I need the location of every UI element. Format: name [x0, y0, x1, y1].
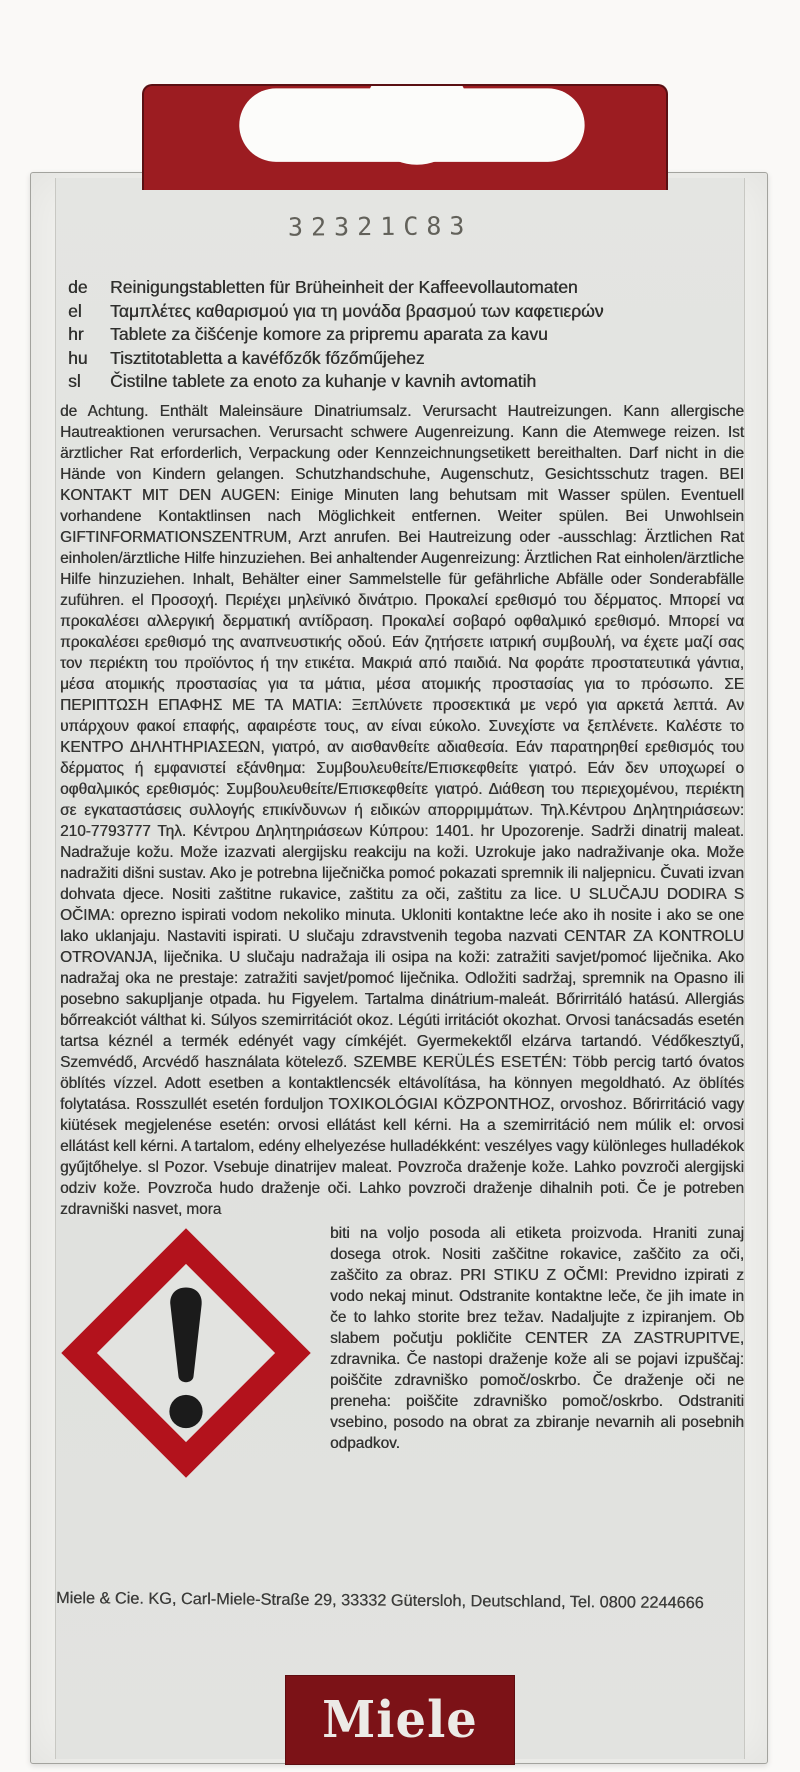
language-code: hr	[68, 324, 84, 344]
hazard-warning-text-continued: biti na voljo posoda ali etiketa proizvoda. Hraniti zunaj dosega otrok. Nositi zaščitne rokavice, zaščito za oči, zaščito za obraz. PRI STIKU Z OČMI: Previdno izpirati z vodo nekaj minut. Odstranite kontaktne leče, če jih imate in če to lahko storite brez težav. Nadaljujte z izpiranjem. Ob slabem počutju pokličite CENTER ZA ZASTRUPITVE, zdravnika. Če nastopi draženje kože ali se pojavi izpuščaj: poiščite zdravniško pomoč/oskrbo. Če draženje oči ne preneha: poiščite zdravniško pomoč/oskrbo. Odstraniti vsebino, posodo na obrat za zbiranje nevarnih ali posebnih odpadkov.	[330, 1225, 744, 1452]
language-code: el	[68, 300, 82, 321]
product-name: Tisztitotabletta a kavéfőzők főzőműjehez	[110, 347, 425, 368]
list-item	[68, 347, 730, 371]
hang-tab	[142, 84, 668, 190]
language-code: sl	[68, 371, 81, 391]
miele-logo-text: Miele	[322, 1690, 478, 1750]
batch-code: 32321C83	[287, 211, 473, 242]
language-code: hu	[68, 347, 88, 368]
product-name: Čistilne tablete za enoto za kuhanje v kavnih avtomatih	[110, 371, 537, 391]
list-item	[68, 276, 730, 300]
list-item	[68, 300, 730, 324]
product-name: Tablete za čišćenje komore za pripremu aparata za kavu	[110, 324, 548, 344]
euro-hanger-hole-icon	[144, 86, 666, 190]
ghs07-exclamation-mark-icon	[60, 1227, 312, 1479]
language-code: de	[68, 277, 88, 297]
hazard-warning-text: de Achtung. Enthält Maleinsäure Dinatriumsalz. Verursacht Hautreizungen. Kann allergische Hautreaktionen verursachen. Verursacht schwere Augenreizung. Kann die Atemwege reizen. Ist ärztlicher Rat erforderlich, Verpackung oder Kennzeichnungsetikett bereithalten. Darf nicht in die Hände von Kindern gelangen. Schutzhandschuhe, Augenschutz, Gesichtsschutz tragen. BEI KONTAKT MIT DEN AUGEN: Einige Minuten lang behutsam mit Wasser spülen. Eventuell vorhandene Kontaktlinsen nach Möglichkeit entfernen. Weiter spülen. Bei Unwohlsein GIFTINFORMATIONSZENTRUM, Arzt anrufen. Bei Hautreizung oder -ausschlag: Ärztlichen Rat einholen/ärztliche Hilfe hinzuziehen. Bei anhaltender Augenreizung: Ärztlichen Rat einholen/ärztliche Hilfe hinzuziehen. Inhalt, Behälter einer Sammelstelle für gefährliche Abfälle oder Sonderabfälle zuführen. el Προσοχή. Περιέχει μηλεϊνικό δινάτριο. Προκαλεί ερεθισμό του δέρματος. Μπορεί να προκαλέσει αλλεργική δερματική αντίδραση. Προκαλεί σοβαρό οφθαλμικό ερεθισμό. Μπορεί να προκαλέσει ερεθισμό της αναπνευστικής οδού. Εάν ζητήσετε ιατρική συμβουλή, να έχετε μαζί σας τον περιέκτη του προϊόντος ή την ετικέτα. Μακριά από παιδιά. Να φοράτε προστατευτικά γάντια, μέσα ατομικής προστασίας για τα μάτια, μέσα ατομικής προστασίας για το πρόσωπο. ΣΕ ΠΕΡΙΠΤΩΣΗ ΕΠΑΦΗΣ ΜΕ ΤΑ ΜΑΤΙΑ: Ξεπλύνετε προσεκτικά με νερό για αρκετά λεπτά. Αν υπάρχουν φακοί επαφής, αφαιρέστε τους, αν είναι εύκολο. Συνεχίστε να ξεπλένετε. Καλέστε το ΚΕΝΤΡΟ ΔΗΛΗΤΗΡΙΑΣΕΩΝ, γιατρό, αν αισθανθείτε αδιαθεσία. Εάν παρατηρηθεί ερεθισμός του δέρματος ή εμφανιστεί εξάνθημα: Συμβουλευθείτε/Επισκεφθείτε γιατρό. Εάν δεν υποχωρεί ο οφθαλμικός ερεθισμός: Συμβουλευθείτε/Επισκεφθείτε γιατρό. Διάθεση του περιεχομένου, περιέκτη σε εγκαταστάσεις συλλογής επικίνδυνων ή ειδικών απορριμμάτων. Τηλ.Κέντρου Δηλητηριάσεων: 210-7793777 Τηλ. Κέντρου Δηλητηριάσεων Κύπρου: 1401. hr Upozorenje. Sadrži dinatrij maleat. Nadražuje kožu. Može izazvati alergijsku reakciju na koži. Uzrokuje jako nadraživanje oka. Može nadražiti dišni sustav. Ako je potrebna liječnička pomoć pokazati spremnik ili naljepnicu. Čuvati izvan dohvata djece. Nositi zaštitne rukavice, zaštitu za oči, zaštitu za lice. U SLUČAJU DODIRA S OČIMA: oprezno ispirati vodom nekoliko minuta. Ukloniti kontaktne leće ako ih nosite i ako se one lako uklanjaju. Nastaviti ispirati. U slučaju zdravstvenih tegoba nazvati CENTAR ZA KONTROLU OTROVANJA, liječnika. U slučaju nadražaja ili osipa na koži: zatražiti savjet/pomoć liječnika. Ako nadražaj oka ne prestaje: zatražiti savjet/pomoć liječnika. Odložiti sadržaj, spremnik na Opasno ili posebno sakupljanje otpada. hu Figyelem. Tartalma dinátrium-maleát. Bőrirritáló hatású. Allergiás bőrreakciót válthat ki. Súlyos szemirritációt okoz. Légúti irritációt okozhat. Orvosi tanácsadás esetén tartsa kéznél a termék edényét vagy címkéjét. Gyermekektől elzárva tartandó. Védőkesztyű, Szemvédő, Arcvédő használata kötelező. SZEMBE KERÜLÉS ESETÉN: Több percig tartó óvatos öblítés vízzel. Adott esetben a kontaktlencsék eltávolítása, ha könnyen megoldható. Az öblítés folytatása. Rosszullét esetén forduljon TOXIKOLÓGIAI KÖZPONTHOZ, orvoshoz. Bőrirritáció vagy kiütések megjelenése esetén: orvosi ellátást kell kérni. Ha a szemirritáció nem múlik el: orvosi ellátást kell kérni. A tartalom, edény elhelyezése hulladékként: veszélyes vagy különleges hulladékok gyűjtőhelye. sl Pozor. Vsebuje dinatrijev maleat. Povzroča draženje kože. Lahko povzroči alergijski odziv kože. Povzroča hudo draženje oči. Lahko povzroči draženje dihalnih poti. Če je potreben zdravniški nasvet, mora	[60, 403, 744, 1218]
product-name-list	[68, 276, 730, 394]
hazard-warning-continued-section	[60, 1223, 744, 1454]
manufacturer-address: Miele & Cie. KG, Carl-Miele-Straße 29, 33332 Gütersloh, Deutschland, Tel. 0800 2244666	[55, 1589, 704, 1613]
product-name: Reinigungstabletten für Brüheinheit der Kaffeevollautomaten	[110, 277, 578, 297]
product-name: Ταμπλέτες καθαρισμού για τη μονάδα βρασμού των καφετιερών	[110, 300, 604, 321]
list-item	[68, 370, 730, 394]
miele-logo	[286, 1676, 514, 1764]
hazard-warning-block	[60, 401, 744, 1483]
list-item	[68, 323, 730, 347]
